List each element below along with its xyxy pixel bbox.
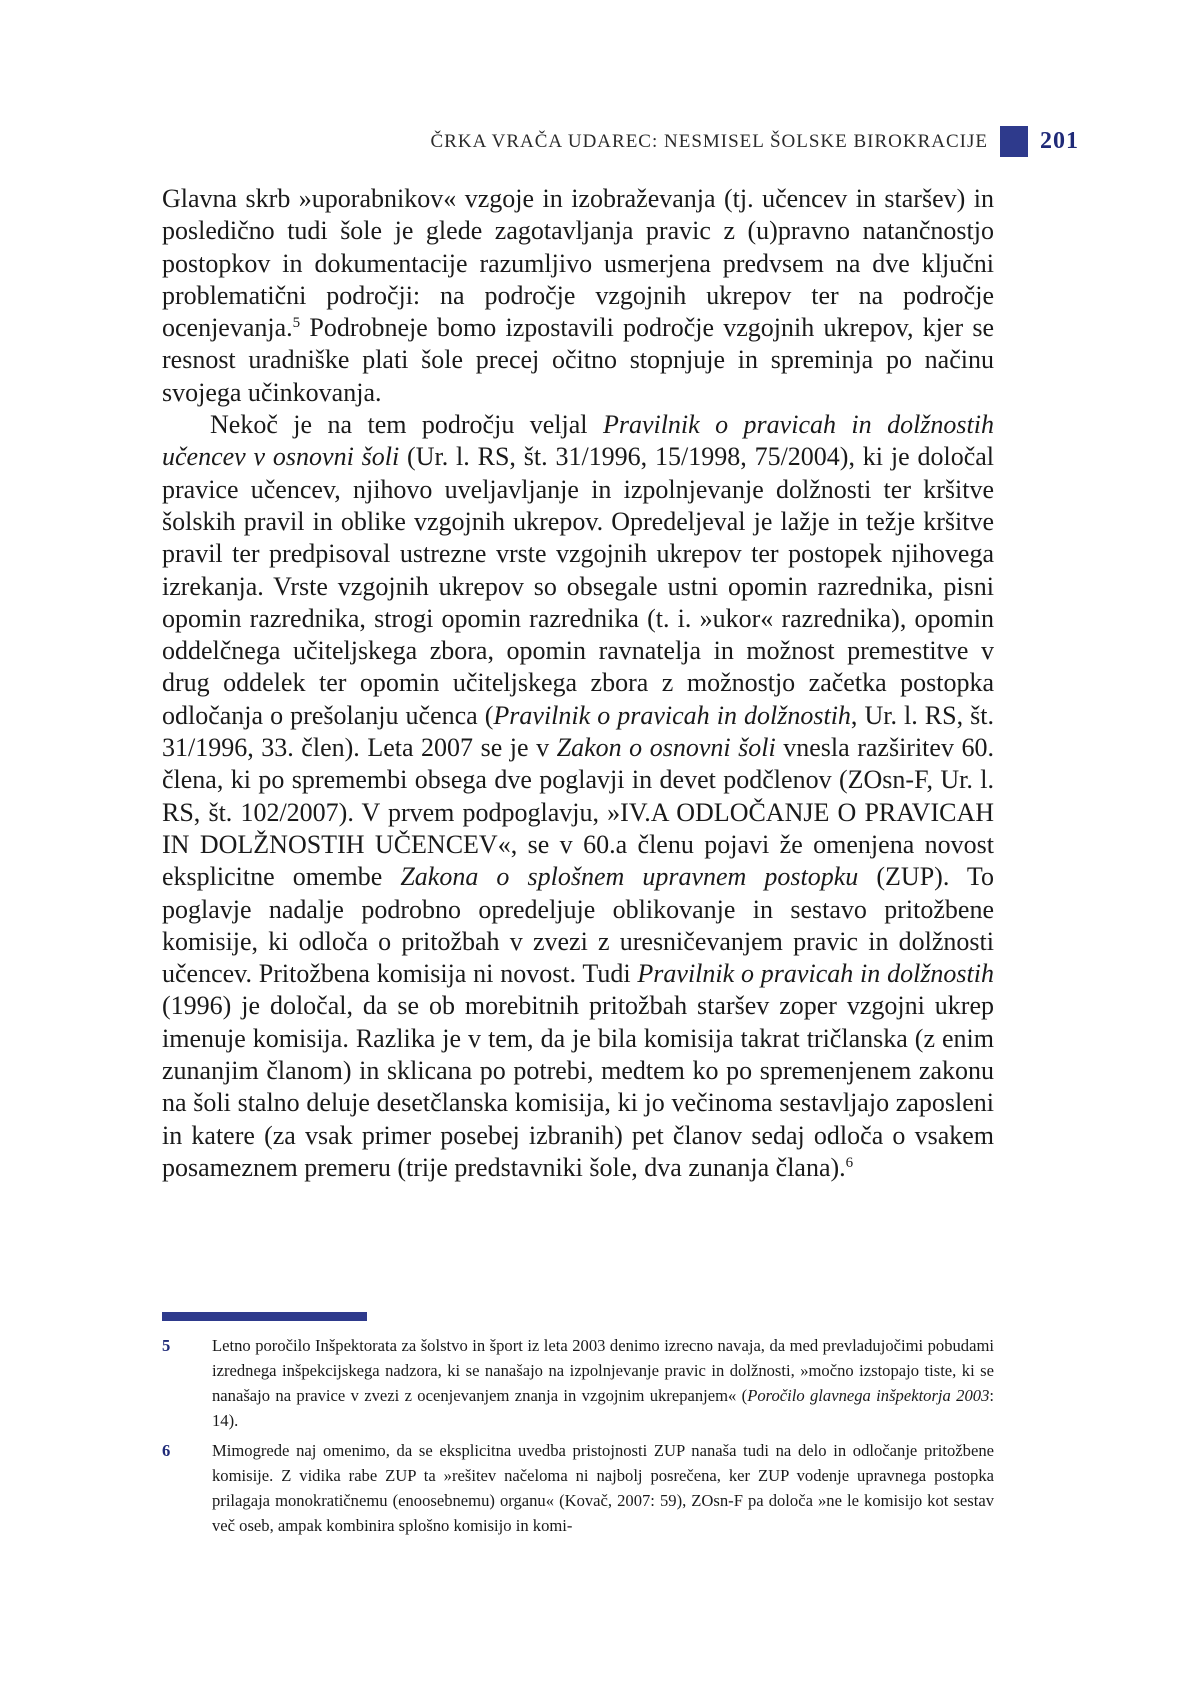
- paragraph-2-text-e: (ZUP). To poglavje nadalje podrobno opredeljuje oblikovanje in sestavo pritožbene komisije, ki odloča o pritožbah v zvezi z uresničevanjem pravic in dolžnosti učencev. Pritožbena komisija ni novost. Tudi: [162, 862, 994, 989]
- footnote-number: 6: [162, 1441, 171, 1460]
- paragraph-2-italic-4: Zakona o splošnem upravnem postopku: [400, 862, 859, 892]
- footnote-separator: [162, 1312, 367, 1321]
- footnotes: [162, 1333, 994, 1543]
- paragraph-1: [162, 183, 994, 409]
- paragraph-2-text-c: , Ur. l. RS, št. 31/1996, 33. člen). Leta 2007 se je v: [162, 700, 994, 763]
- paragraph-2-text-d: vnesla razširitev 60. člena, ki po spremembi obsega dve poglavji in devet podčlenov (ZOsn-F, Ur. l. RS, št. 102/2007). V prvem podpoglavju, »IV.A ODLOČANJE O PRAVICAH IN DOLŽNOSTIH UČENCEV«, se v 60.a členu pojavi že omenjena novost eksplicitne omembe: [162, 733, 994, 892]
- paragraph-2: [162, 409, 994, 1184]
- header-accent-square: [1000, 126, 1028, 157]
- footnote-ref-5[interactable]: 5: [292, 315, 301, 332]
- footnote-italic: Poročilo glavnega inšpektorja 2003: [747, 1386, 990, 1405]
- footnote-5: [162, 1333, 994, 1433]
- paragraph-2-italic-3: Zakon o osnovni šoli: [556, 733, 776, 763]
- paragraph-2-text-f: (1996) je določal, da se ob morebitnih pritožbah staršev zoper vzgojni ukrep imenuje komisija. Razlika je v tem, da je bila komisija takrat tričlanska (z enim zunanjim članom) in sklicana po potrebi, medtem ko po spremenjenem zakonu na šoli stalno deluje desetčlanska komisija, ki jo večinoma sestavljajo zaposleni in katere (za vsak primer posebej izbranih) pet članov sedaj odloča o vsakem posameznem premeru (trije predstavniki šole, dva zunanja člana).: [162, 991, 994, 1182]
- paragraph-2-text-a: Nekoč je na tem področju veljal: [210, 410, 603, 440]
- footnote-ref-6[interactable]: 6: [845, 1154, 854, 1171]
- running-title: ČRKA VRAČA UDAREC: NESMISEL ŠOLSKE BIROKRACIJE: [430, 130, 988, 152]
- paragraph-2-italic-1: Pravilnik o pravicah in dolžnostih učencev v osnovni šoli: [162, 410, 994, 472]
- page-number: 201: [1040, 128, 1079, 154]
- paragraph-1-text-a: Glavna skrb »uporabnikov« vzgoje in izobraževanja (tj. učencev in staršev) in posledično tudi šole je glede zagotavljanja pravic z (u)pravno natančnostjo postopkov in dokumentacije razumljivo usmerjena predvsem na dve ključni problematični področji: na področje vzgojnih ukrepov ter na področje ocenjevanja.: [162, 184, 994, 343]
- footnote-number: 5: [162, 1336, 171, 1355]
- paragraph-2-italic-5: Pravilnik o pravicah in dolžnostih: [637, 959, 995, 989]
- footnote-text-a: Letno poročilo Inšpektorata za šolstvo in šport iz leta 2003 denimo izrecno navaja, da med prevladujočimi pobudami izrednega inšpekcijskega nadzora, ki se nanašajo na izpolnjevanje pravic in dolžnosti, »močno izstopajo tiste, ki se nanašajo na pravice v zvezi z ocenjevanjem znanja in vzgojnim ukrepanjem« (: [212, 1336, 994, 1405]
- running-header: [431, 126, 1080, 157]
- paragraph-2-text-b: (Ur. l. RS, št. 31/1996, 15/1998, 75/2004), ki je določal pravice učencev, njihovo uveljavljanje in izpolnjevanje dolžnosti ter kršitve šolskih pravil in oblike vzgojnih ukrepov. Opredeljeval je lažje in težje kršitve pravil ter predpisoval ustrezne vrste vzgojnih ukrepov ter postopek njihovega izrekanja. Vrste vzgojnih ukrepov so obsegale ustni opomin razrednika, pisni opomin razrednika, strogi opomin razrednika (t. i. »ukor« razrednika), opomin oddelčnega učiteljskega zbora, opomin ravnatelja in možnost premestitve v drug oddelek ter opomin učiteljskega zbora z možnostjo začetka postopka odločanja o prešolanju učenca (: [162, 442, 995, 730]
- footnote-text-a: Mimogrede naj omenimo, da se eksplicitna uvedba pristojnosti ZUP nanaša tudi na delo in odločanje pritožbene komisije. Z vidika rabe ZUP ta »rešitev načeloma ni najbolj posrečena, ker ZUP vodenje upravnega postopka prilagaja monokratičnemu (enoosebnemu) organu« (Kovač, 2007: 59), ZOsn-F pa določa »ne le komisijo kot sestav več oseb, ampak kombinira splošno komisijo in komi-: [212, 1441, 994, 1535]
- footnote-6: [162, 1438, 994, 1538]
- paragraph-2-italic-2: Pravilnik o pravicah in dolžnostih: [493, 700, 851, 730]
- main-text: [162, 183, 994, 1184]
- paragraph-1-text-b: Podrobneje bomo izpostavili področje vzgojnih ukrepov, kjer se resnost uradniške plati šole precej očitno stopnjuje in spreminja po načinu svojega učinkovanja.: [162, 313, 994, 407]
- footnote-text-b: : 14).: [212, 1386, 994, 1430]
